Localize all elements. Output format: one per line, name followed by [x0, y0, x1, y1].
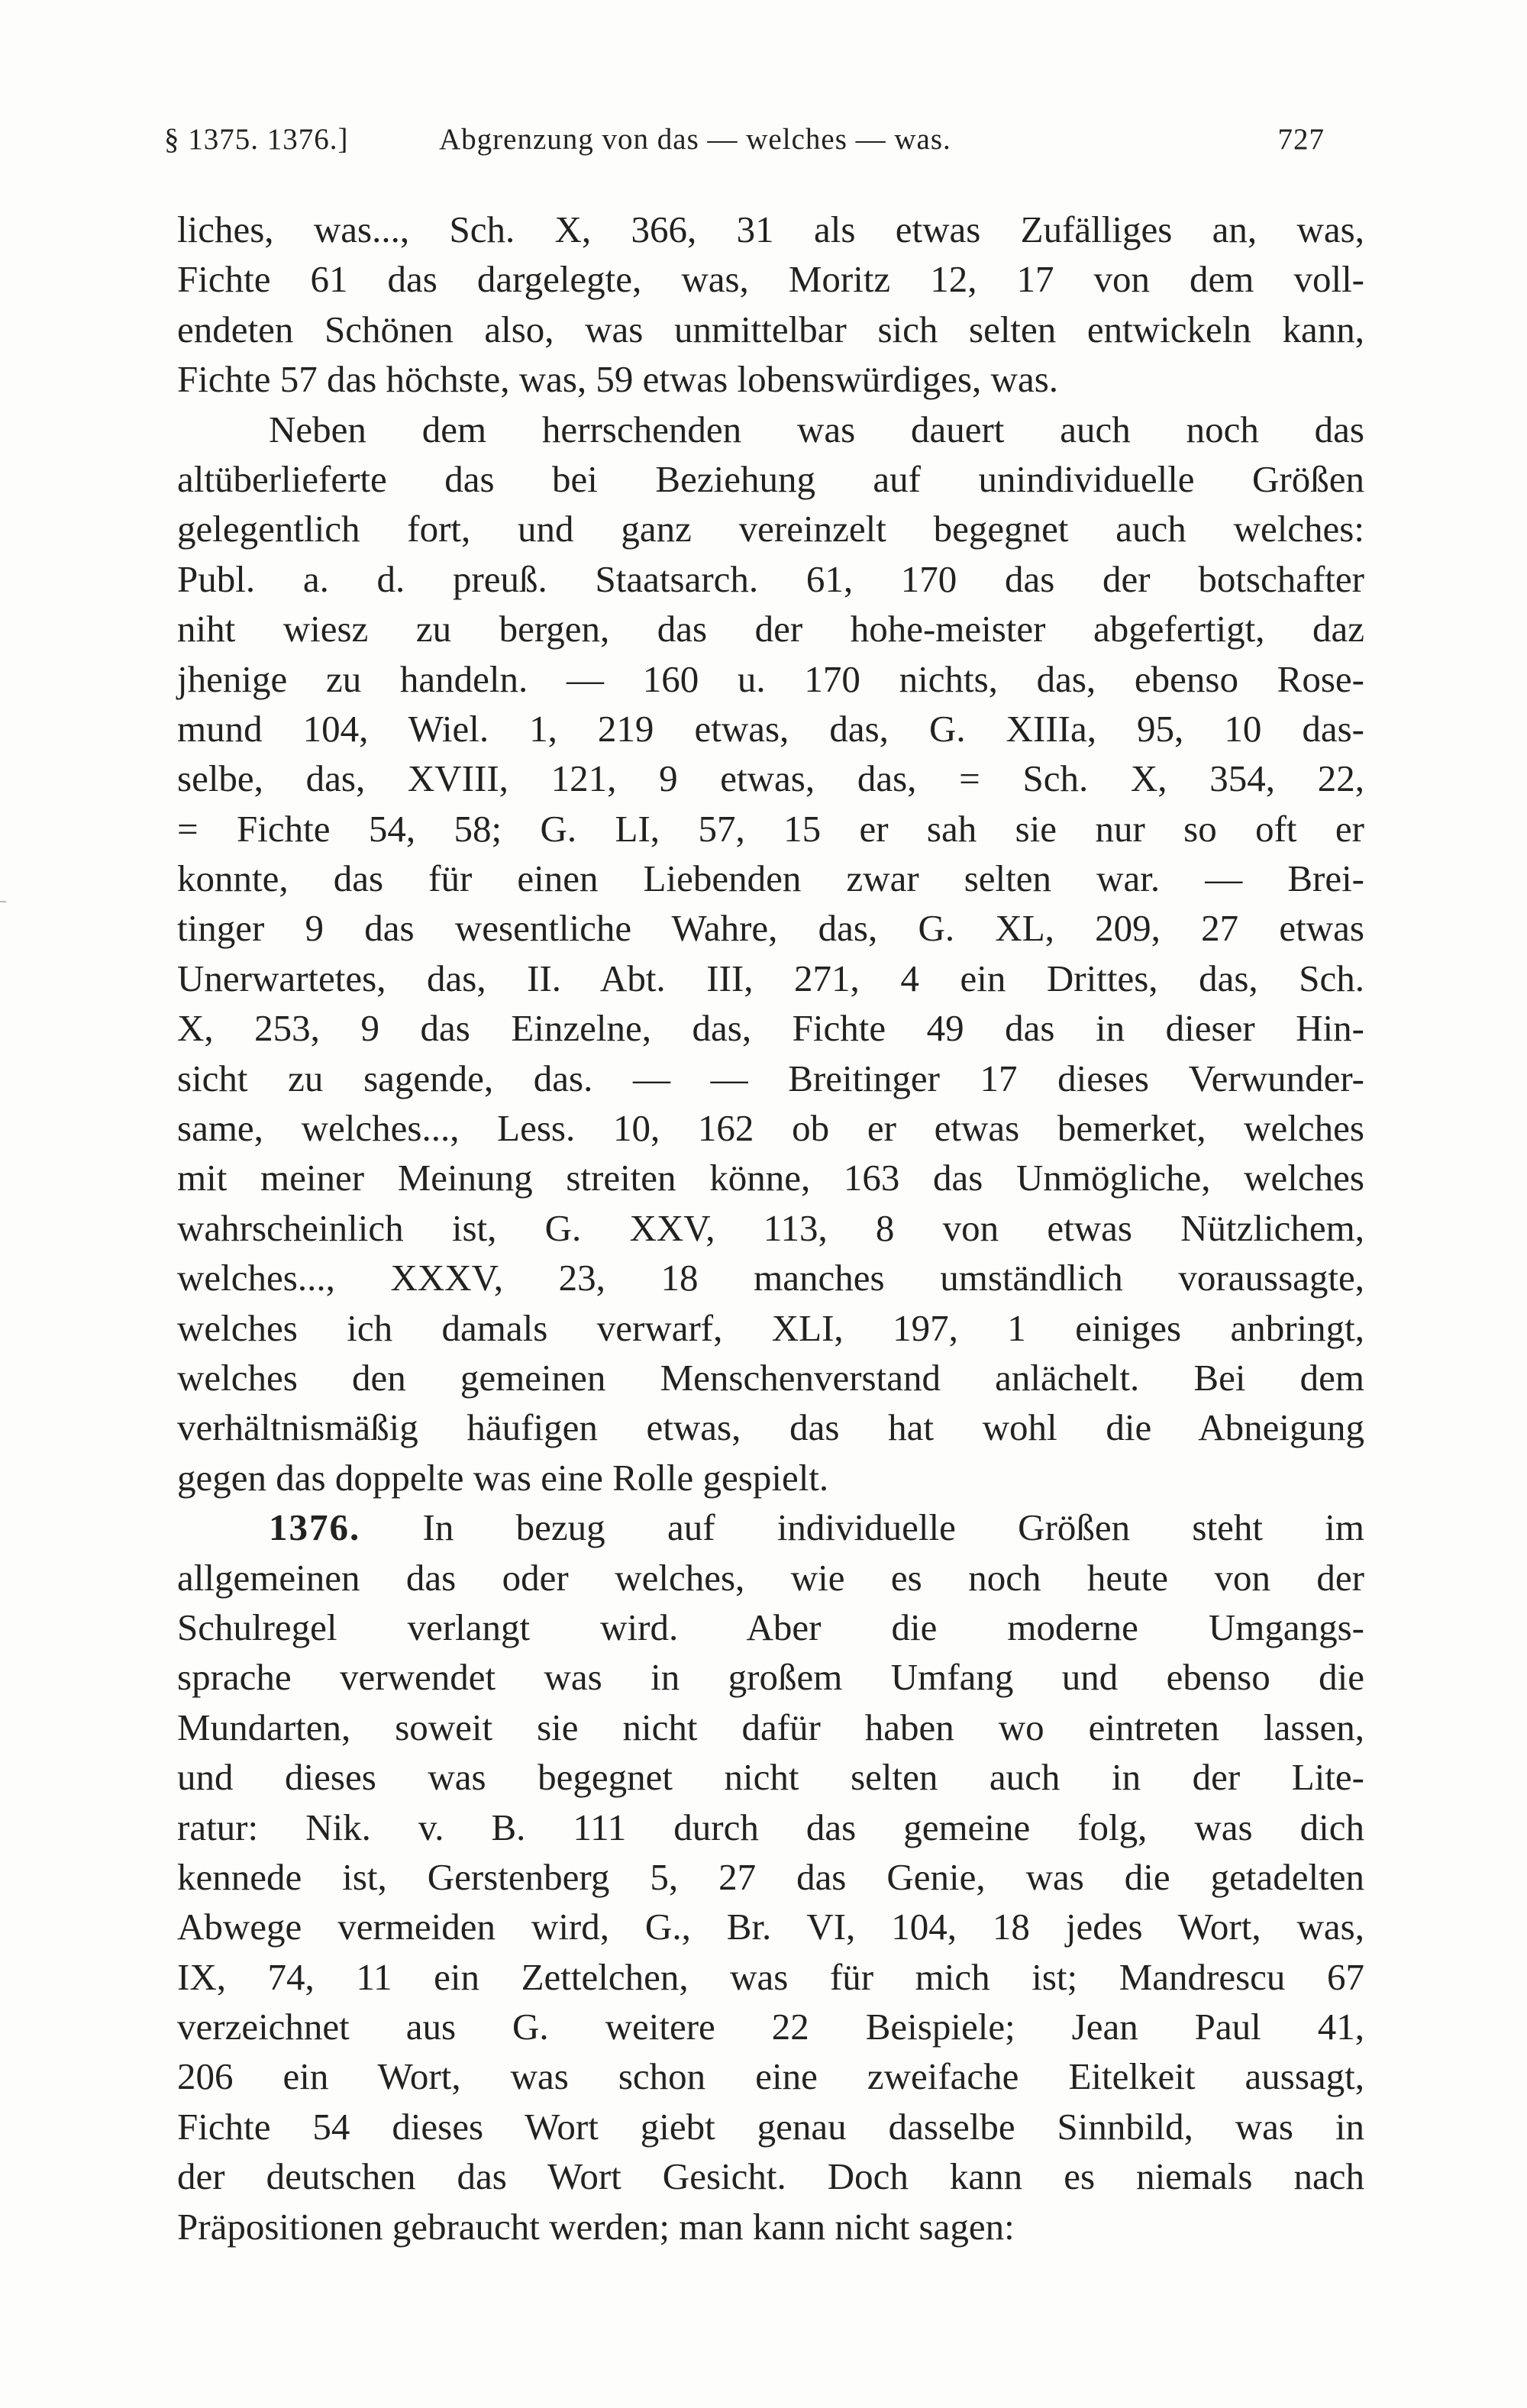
- text-line: verzeichnet aus G. weitere 22 Beispiele; Jean Paul 41,: [177, 2006, 1364, 2048]
- text-line: endeten Schönen also, was unmittelbar sich selten entwickeln kann,: [177, 308, 1364, 350]
- text-line: allgemeinen das oder welches, wie es noch heute von der: [177, 1556, 1364, 1599]
- text-line: mit meiner Meinung streiten könne, 163 das Unmögliche, welches: [177, 1157, 1364, 1199]
- text-line: wahrscheinlich ist, G. XXV, 113, 8 von etwas Nützlichem,: [177, 1206, 1364, 1249]
- text-line: jhenige zu handeln. — 160 u. 170 nichts, das, ebenso Rose-: [177, 657, 1364, 700]
- text-line: ratur: Nik. v. B. 111 durch das gemeine folg, was dich: [177, 1806, 1364, 1848]
- body-text: [177, 205, 1364, 2251]
- text-line: gegen das doppelte was eine Rolle gespielt.: [177, 1456, 829, 1499]
- text-line: verhältnismäßig häufigen etwas, das hat wohl die Abneigung: [177, 1406, 1364, 1449]
- page-number: 727: [1277, 123, 1325, 156]
- text-line: Schulregel verlangt wird. Aber die moderne Umgangs-: [177, 1606, 1364, 1648]
- text-line: altüberlieferte das bei Beziehung auf unindividuelle Größen: [177, 457, 1364, 500]
- header-running-title: Abgrenzung von das — welches — was.: [439, 123, 951, 156]
- text-line: tinger 9 das wesentliche Wahre, das, G. XL, 209, 27 etwas: [177, 907, 1364, 950]
- text-line: und dieses was begegnet nicht selten auch in der Lite-: [177, 1756, 1364, 1799]
- text-line: Fichte 54 dieses Wort giebt genau dasselbe Sinnbild, was in: [177, 2105, 1364, 2148]
- header-section-reference: § 1375. 1376.]: [164, 123, 349, 156]
- text-line: welches ich damals verwarf, XLI, 197, 1 einiges anbringt,: [177, 1306, 1364, 1349]
- text-line: = Fichte 54, 58; G. LI, 57, 15 er sah sie nur so oft er: [177, 807, 1364, 850]
- text-line: mund 104, Wiel. 1, 219 etwas, das, G. XIIIa, 95, 10 das-: [177, 707, 1364, 750]
- text-line: IX, 74, 11 ein Zettelchen, was für mich ist; Mandrescu 67: [177, 1955, 1364, 1998]
- text-line: Neben dem herrschenden was dauert auch noch das: [269, 408, 1364, 450]
- text-line: kennede ist, Gerstenberg 5, 27 das Genie, was die getadelten: [177, 1855, 1364, 1898]
- text-line: Unerwartetes, das, II. Abt. III, 271, 4 ein Drittes, das, Sch.: [177, 957, 1364, 999]
- text-line: sicht zu sagende, das. — — Breitinger 17 dieses Verwunder-: [177, 1057, 1364, 1099]
- text-line: same, welches..., Less. 10, 162 ob er etwas bemerket, welches: [177, 1107, 1364, 1150]
- text-line: X, 253, 9 das Einzelne, das, Fichte 49 das in dieser Hin-: [177, 1007, 1364, 1050]
- text-line: welches den gemeinen Menschenverstand anlächelt. Bei dem: [177, 1356, 1364, 1399]
- section-heading-line: [177, 1503, 1364, 1552]
- text-line: selbe, das, XVIII, 121, 9 etwas, das, = Sch. X, 354, 22,: [177, 757, 1364, 800]
- text-line: welches..., XXXV, 23, 18 manches umständlich voraussagte,: [177, 1257, 1364, 1299]
- text-line: 206 ein Wort, was schon eine zweifache Eitelkeit aussagt,: [177, 2055, 1364, 2098]
- text-line: Mundarten, soweit sie nicht dafür haben wo eintreten lassen,: [177, 1706, 1364, 1748]
- text-line: gelegentlich fort, und ganz vereinzelt begegnet auch welches:: [177, 508, 1364, 550]
- text-line: Abwege vermeiden wird, G., Br. VI, 104, 18 jedes Wort, was,: [177, 1906, 1364, 1948]
- text-line: Präpositionen gebraucht werden; man kann nicht sagen:: [177, 2205, 1015, 2248]
- text-line: niht wiesz zu bergen, das der hohe-meister abgefertigt, daz: [177, 608, 1364, 650]
- text-line: der deutschen das Wort Gesicht. Doch kann es niemals nach: [177, 2155, 1364, 2198]
- margin-mark: [0, 901, 6, 902]
- text-line: konnte, das für einen Liebenden zwar selten war. — Brei-: [177, 857, 1364, 900]
- text-line: Publ. a. d. preuß. Staatsarch. 61, 170 das der botschafter: [177, 557, 1364, 600]
- text-line: Fichte 61 das dargelegte, was, Moritz 12, 17 von dem voll-: [177, 258, 1364, 301]
- text-line: Fichte 57 das höchste, was, 59 etwas lobenswürdiges, was.: [177, 358, 1059, 401]
- section-first-line-text: In bezug auf individuelle Größen steht im: [422, 1506, 1364, 1549]
- section-number: 1376.: [269, 1506, 361, 1549]
- text-line: sprache verwendet was in großem Umfang und ebenso die: [177, 1656, 1364, 1699]
- text-line: liches, was..., Sch. X, 366, 31 als etwas Zufälliges an, was,: [177, 208, 1364, 250]
- running-header: [164, 122, 1325, 168]
